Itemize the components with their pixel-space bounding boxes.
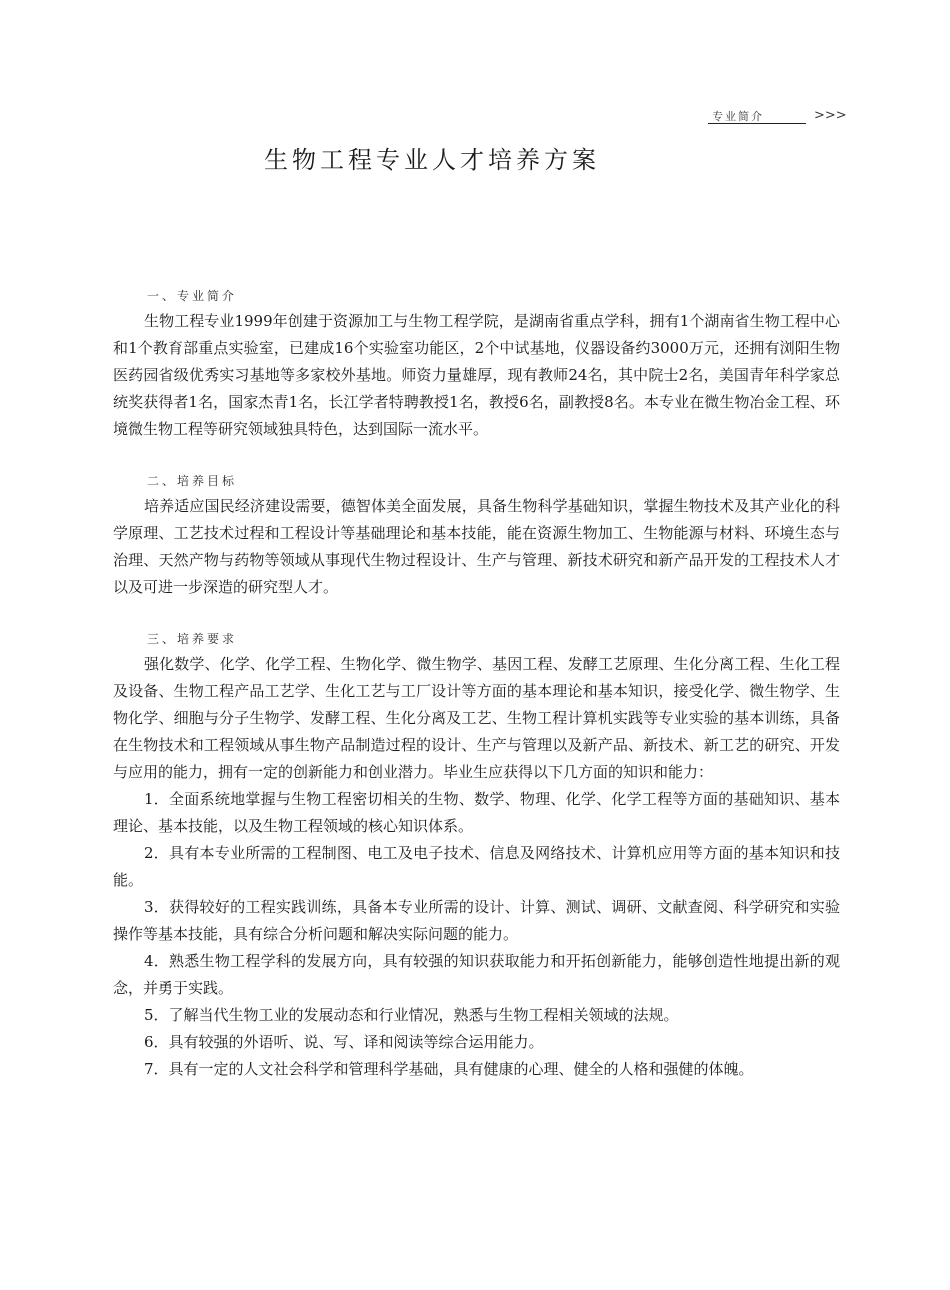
list-item: 2．具有本专业所需的工程制图、电工及电子技术、信息及网络技术、计算机应用等方面的基本知识和技能。 — [113, 844, 840, 889]
running-header-label: 专业简介 — [708, 108, 806, 124]
paragraph: 强化数学、化学、化学工程、生物化学、微生物学、基因工程、发酵工艺原理、生化分离工程、生化工程及设备、生物工程产品工艺学、生化工艺与工厂设计等方面的基本理论和基本知识，接受化学、微生物学、生物化学、细胞与分子生物学、发酵工程、生化分离及工艺、生物工程计算机实践等专业实验的基本训练，具备在生物技术和工程领域从事生物产品制造过程的设计、生产与管理以及新产品、新技术、新工艺的研究、开发与应用的能力，拥有一定的创新能力和创业潜力。毕业生应获得以下几方面的知识和能力： — [113, 655, 840, 781]
paragraph: 生物工程专业1999年创建于资源加工与生物工程学院，是湖南省重点学科，拥有1个湖南省生物工程中心和1个教育部重点实验室，已建成16个实验室功能区，2个中试基地，仪器设备约3000万元，还拥有浏阳生物医药园省级优秀实习基地等多家校外基地。师资力量雄厚，现有教师24名，其中院士2名，美国青年科学家总统奖获得者1名，国家杰青1名，长江学者特聘教授1名，教授6名，副教授8名。本专业在微生物冶金工程、环境微生物工程等研究领域独具特色，达到国际一流水平。 — [113, 312, 840, 438]
section-objectives — [113, 471, 840, 601]
section-heading: 二、培养目标 — [147, 474, 238, 488]
list-item: 6．具有较强的外语听、说、写、译和阅读等综合运用能力。 — [144, 1033, 544, 1051]
section-requirements — [113, 629, 840, 1083]
page-title: 生物工程专业人才培养方案 — [264, 146, 600, 174]
list-item: 5．了解当代生物工业的发展动态和行业情况，熟悉与生物工程相关领域的法规。 — [144, 1006, 679, 1024]
paragraph: 培养适应国民经济建设需要，德智体美全面发展，具备生物科学基础知识，掌握生物技术及其产业化的科学原理、工艺技术过程和工程设计等基础理论和基本技能，能在资源生物加工、生物能源与材料、环境生态与治理、天然产物与药物等领域从事现代生物过程设计、生产与管理、新技术研究和新产品开发的工程技术人才以及可进一步深造的研究型人才。 — [113, 497, 840, 596]
section-heading: 三、培养要求 — [147, 632, 238, 646]
list-item: 1．全面系统地掌握与生物工程密切相关的生物、数学、物理、化学、化学工程等方面的基础知识、基本理论、基本技能，以及生物工程领域的核心知识体系。 — [113, 790, 840, 835]
running-header — [708, 108, 847, 126]
section-heading: 一、专业简介 — [147, 289, 238, 303]
section-introduction — [113, 286, 840, 443]
running-header-arrow: >>> — [814, 108, 847, 123]
document-body — [113, 286, 840, 1111]
list-item: 4．熟悉生物工程学科的发展方向，具有较强的知识获取能力和开拓创新能力，能够创造性地提出新的观念，并勇于实践。 — [113, 952, 840, 997]
list-item: 3．获得较好的工程实践训练，具备本专业所需的设计、计算、测试、调研、文献查阅、科学研究和实验操作等基本技能，具有综合分析问题和解决实际问题的能力。 — [113, 898, 840, 943]
list-item: 7．具有一定的人文社会科学和管理科学基础，具有健康的心理、健全的人格和强健的体魄。 — [144, 1060, 754, 1078]
